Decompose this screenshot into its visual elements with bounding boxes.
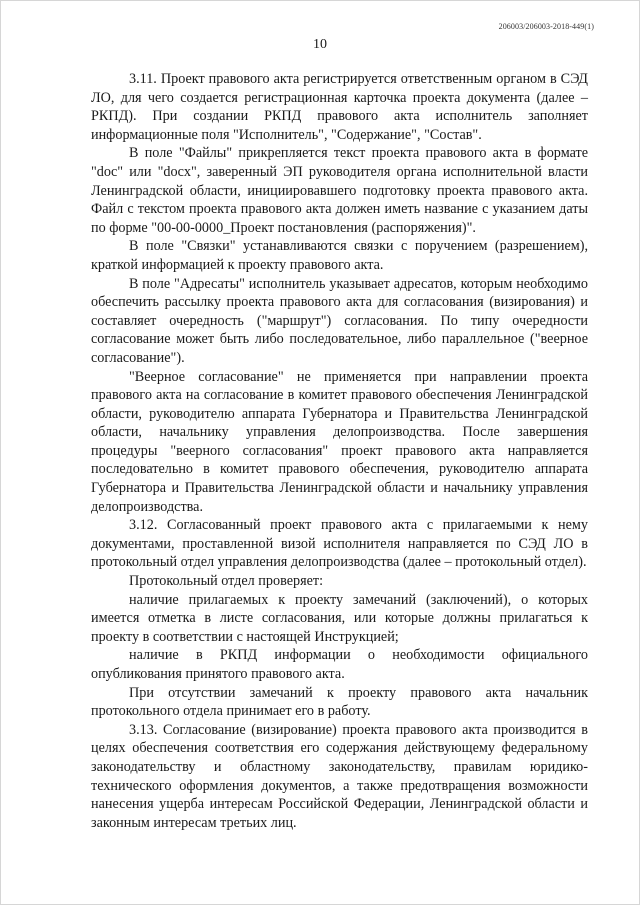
paragraph-check-publication: наличие в РКПД информации о необходимости официального опубликования принятого правового акта. <box>91 647 588 682</box>
paragraph-protocol-checks: Протокольный отдел проверяет: <box>129 573 324 590</box>
paragraph-no-remarks: При отсутствии замечаний к проекту правового акта начальник протокольного отдела принимает его в работу. <box>91 684 588 720</box>
paragraph-3-13: 3.13. Согласование (визирование) проекта правового акта производится в целях обеспечения соответствия его содержания действующему федеральному законодательству и областному законодательству, правилам юридико-технического оформления документов, а также предотвращения возможности нанесения ущерба интересам Российской Федерации, Ленинградской области и законным интересам третьих лиц. <box>91 721 588 831</box>
document-body <box>91 70 588 832</box>
paragraph-links-field: В поле "Связки" устанавливаются связки с поручением (разрешением), краткой информацией к проекту правового акта. <box>91 238 588 273</box>
page-number: 10 <box>313 37 327 52</box>
document-code: 206003/206003-2018-449(1) <box>498 22 594 31</box>
paragraph-check-remarks: наличие прилагаемых к проекту замечаний (заключений), о которых имеется отметка в листе согласования, или которые должны прилагаться к проекту в соответствии с настоящей Инструкцией; <box>91 591 588 645</box>
paragraph-3-11: 3.11. Проект правового акта регистрируется ответственным органом в СЭД ЛО, для чего создается регистрационная карточка проекта документа (далее – РКПД). При создании РКПД правового акта исполнитель заполняет информационные поля "Исполнитель", "Содержание", "Состав". <box>91 71 588 143</box>
paragraph-files-field: В поле "Файлы" прикрепляется текст проекта правового акта в формате "doc" или "docx", заверенный ЭП руководителя органа исполнительной власти Ленинградской области, инициировавшего подготовку проекта правового акта. Файл с текстом проекта правового акта должен иметь название с указанием даты по форме "00-00-0000_Проект постановления (распоряжения)". <box>91 145 588 236</box>
paragraph-addressees-field: В поле "Адресаты" исполнитель указывает адресатов, которым необходимо обеспечить рассылку проекта правового акта для согласования (визирования) и составляет очередность ("маршрут") согласования. По типу очередности согласование может быть либо последовательное, либо параллельное ("веерное согласование"). <box>91 275 588 366</box>
paragraph-fan-approval: "Веерное согласование" не применяется при направлении проекта правового акта на согласование в комитет правового обеспечения Ленинградской области, руководителю аппарата Губернатора и Правительства Ленинградской области, начальнику управления делопроизводства. После завершения процедуры "веерного согласования" проект правового акта направляется последовательно в комитет правового обеспечения, руководителю аппарата Губернатора и Правительства Ленинградской области и начальнику управления делопроизводства. <box>91 368 588 515</box>
paragraph-3-12: 3.12. Согласованный проект правового акта с прилагаемыми к нему документами, проставленной визой исполнителя направляется по СЭД ЛО в протокольный отдел управления делопроизводства (далее – протокольный отдел). <box>91 517 588 571</box>
